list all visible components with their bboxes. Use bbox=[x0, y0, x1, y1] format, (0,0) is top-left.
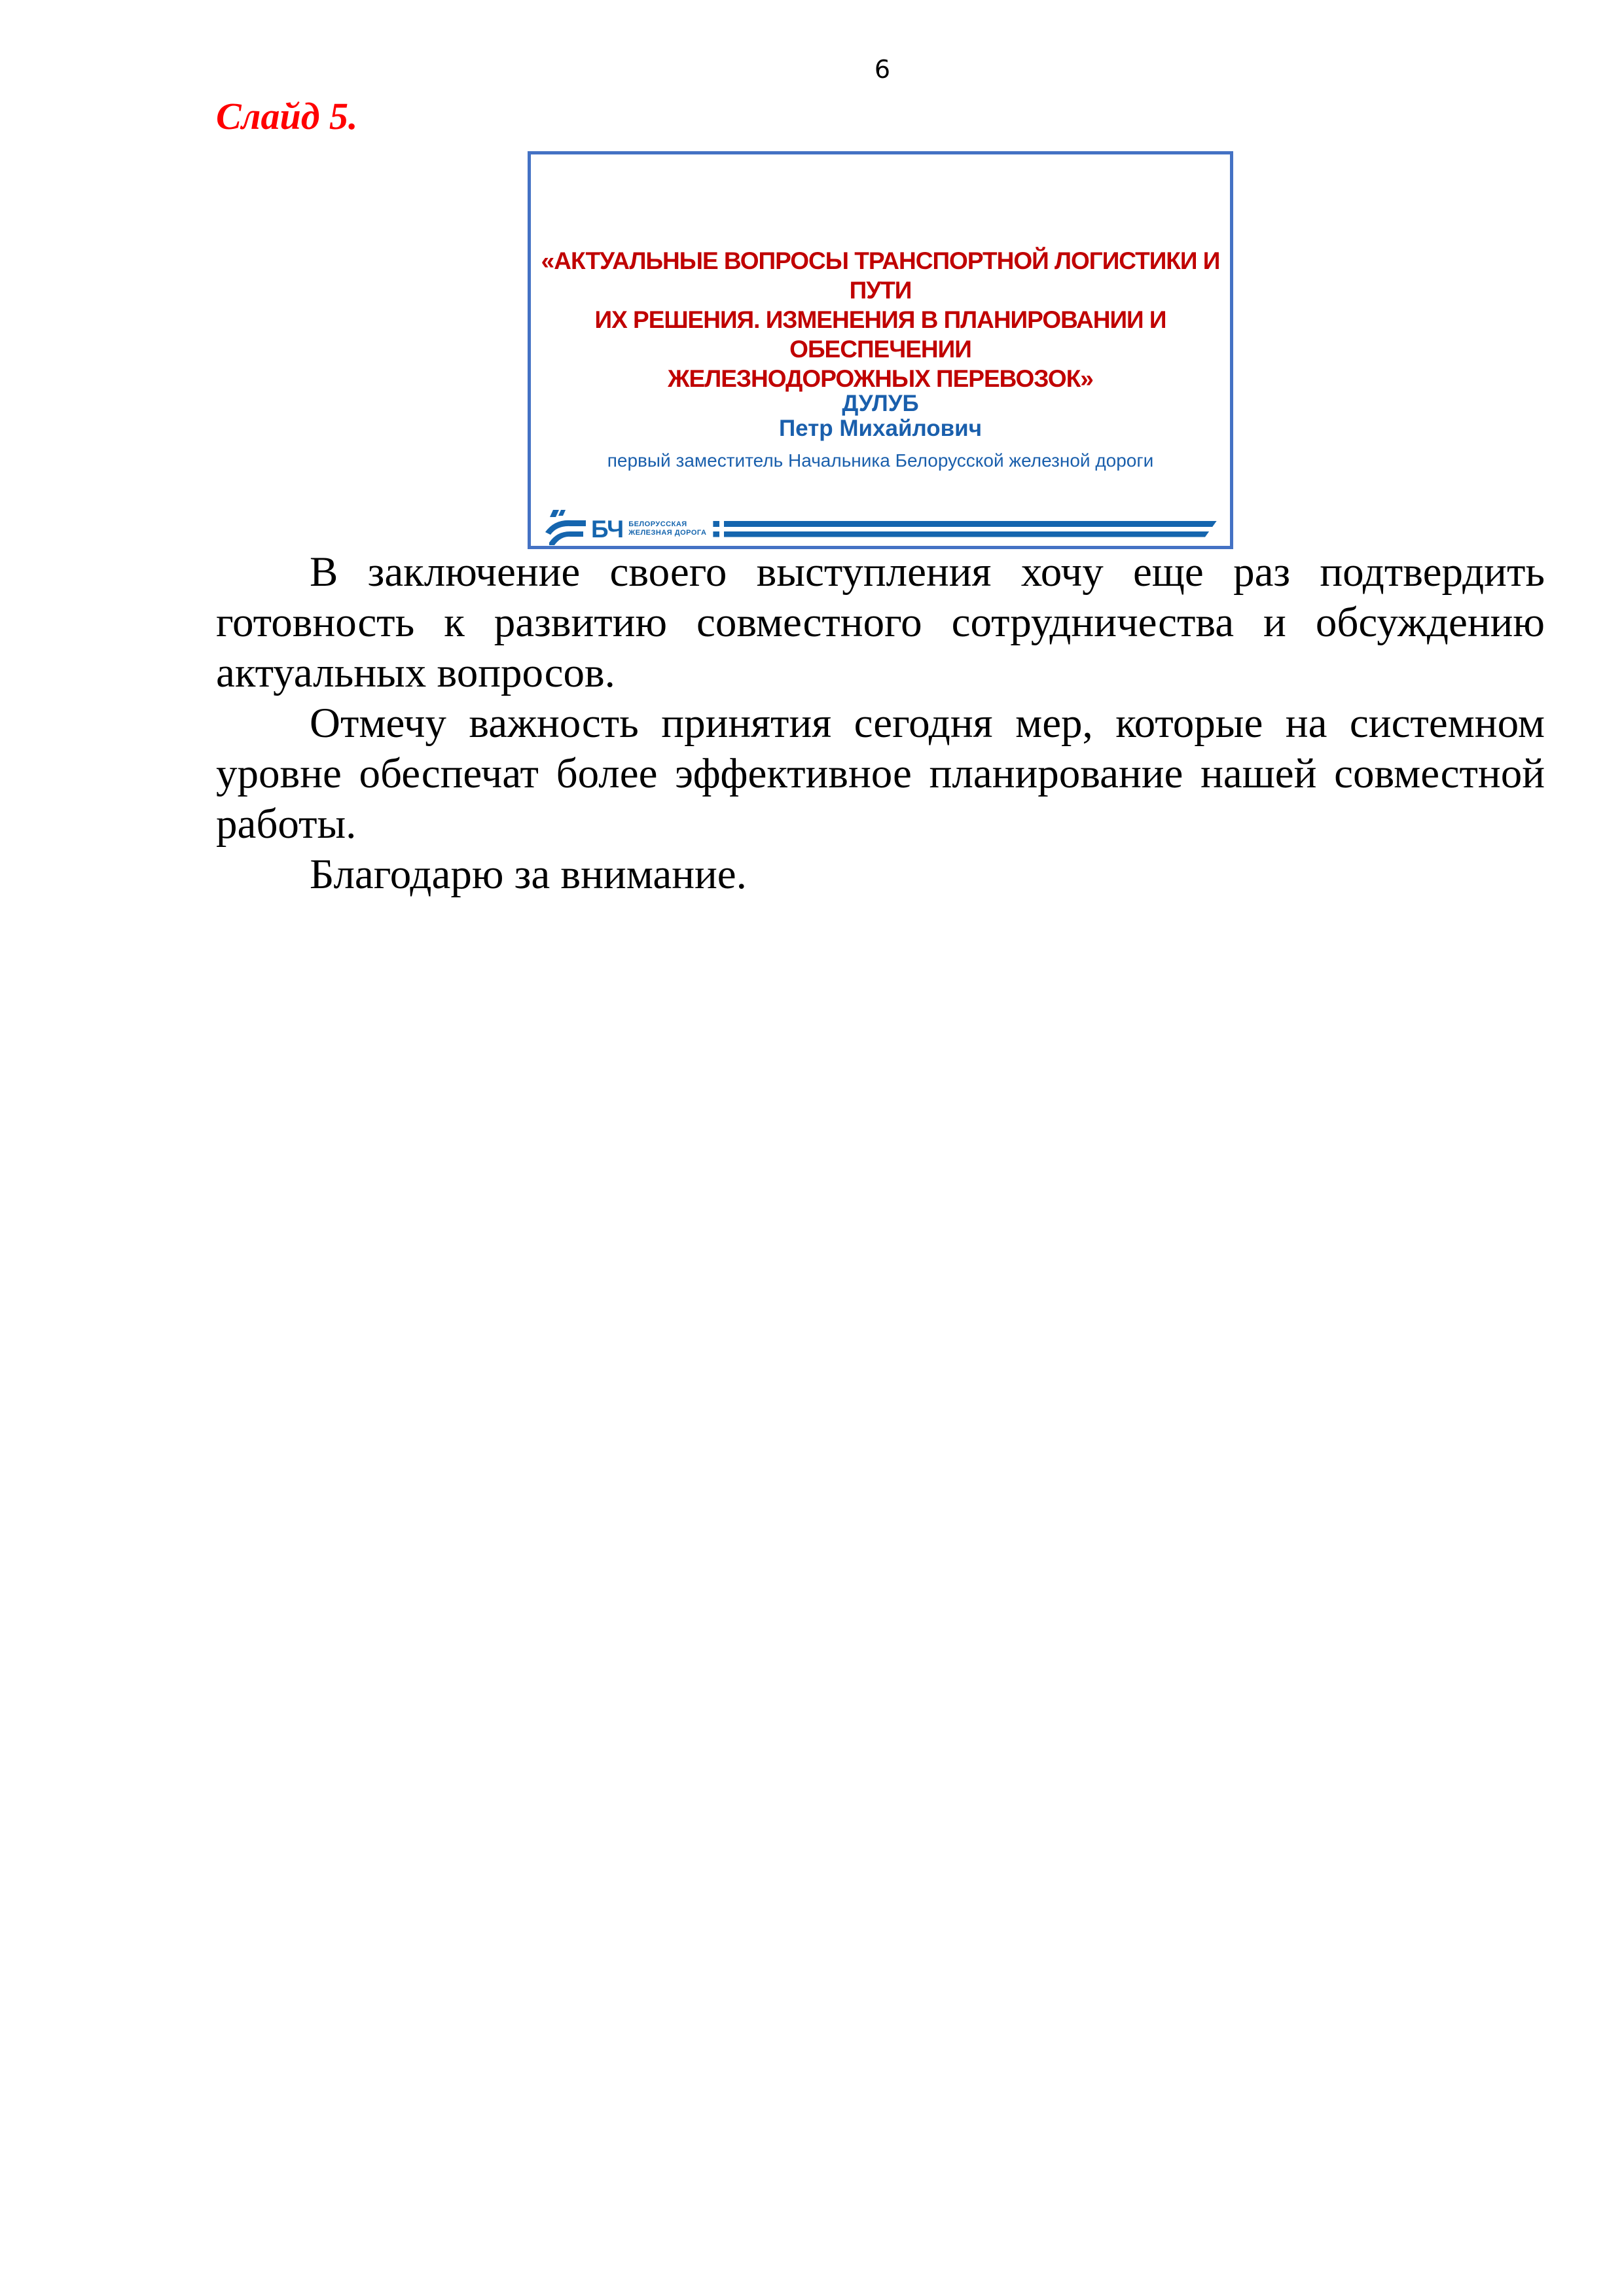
logo-stripe-top bbox=[713, 521, 1217, 527]
speaker-surname: ДУЛУБ bbox=[842, 391, 919, 416]
logo-abbr-bch: БЧ bbox=[591, 515, 624, 543]
railway-wing-icon bbox=[545, 510, 587, 548]
logo-stripe-bottom bbox=[713, 531, 1217, 537]
slide-title bbox=[536, 246, 1225, 393]
logo-stripes bbox=[713, 521, 1217, 537]
belarusian-railway-logo bbox=[545, 511, 1217, 547]
slide-title-line-3: ЖЕЛЕЗНОДОРОЖНЫХ ПЕРЕВОЗОК» bbox=[668, 365, 1093, 392]
slide-speaker-block bbox=[531, 391, 1230, 471]
logo-org-line-2: ЖЕЛЕЗНАЯ ДОРОГА bbox=[628, 529, 707, 537]
logo-org-name bbox=[628, 520, 706, 537]
speaker-position: первый заместитель Начальника Белорусской железной дороги bbox=[607, 450, 1154, 471]
page-number: 6 bbox=[874, 55, 891, 84]
paragraph-importance: Отмечу важность принятия сегодня мер, которые на системном уровне обеспечат более эффективное планирование нашей совместной работы. bbox=[216, 700, 1545, 848]
slide-label: Слайд 5. bbox=[216, 95, 358, 137]
slide-title-line-1: «АКТУАЛЬНЫЕ ВОПРОСЫ ТРАНСПОРТНОЙ ЛОГИСТИКИ И ПУТИ bbox=[541, 247, 1220, 304]
paragraph-thanks: Благодарю за внимание. bbox=[310, 851, 747, 898]
logo-org-line-1: БЕЛОРУССКАЯ bbox=[628, 520, 687, 528]
speaker-name-patronymic: Петр Михайлович bbox=[778, 416, 983, 441]
embedded-slide-image[interactable] bbox=[528, 151, 1233, 549]
slide-title-line-2: ИХ РЕШЕНИЯ. ИЗМЕНЕНИЯ В ПЛАНИРОВАНИИ И ОБЕСПЕЧЕНИИ bbox=[594, 306, 1166, 363]
paragraph-conclusion: В заключение своего выступления хочу еще раз подтвердить готовность к развитию совместного сотрудничества и обсуждению актуальных вопросов. bbox=[216, 548, 1545, 696]
speech-text bbox=[216, 547, 1545, 900]
